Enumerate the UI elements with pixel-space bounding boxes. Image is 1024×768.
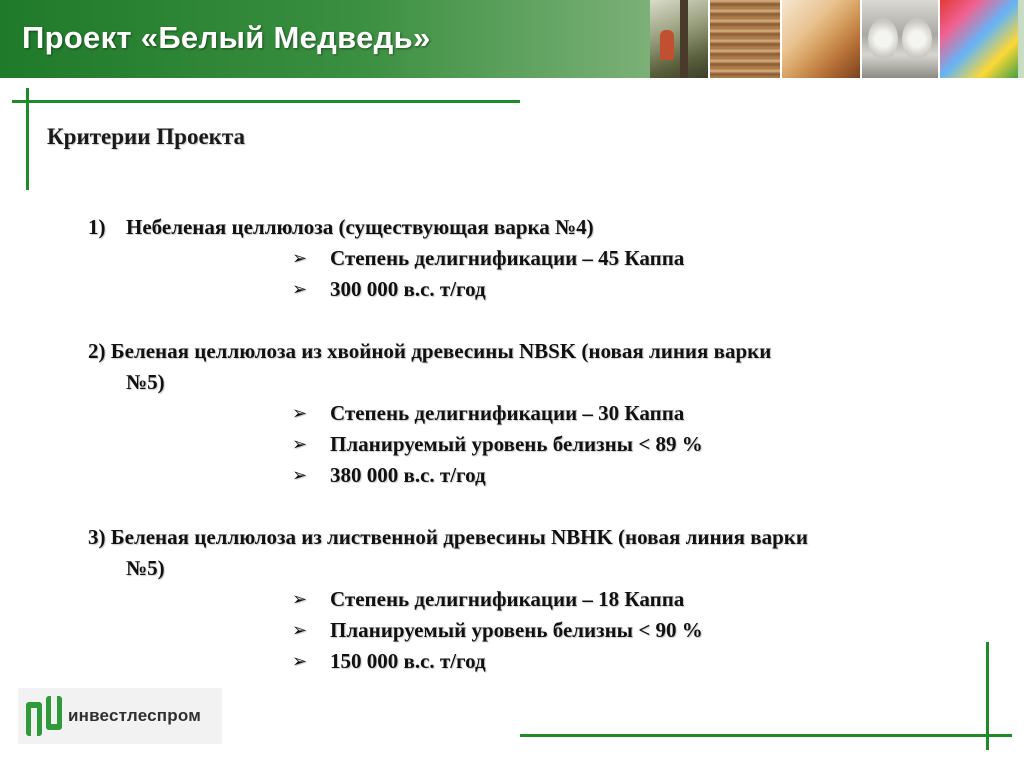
list-item: ➢ 300 000 в.с. т/год [0,274,1024,305]
decorative-line-bottom-horizontal [520,734,1012,737]
list-item: ➢ Планируемый уровень белизны < 89 % [0,429,1024,460]
section-subtitle: Критерии Проекта [47,124,245,149]
criteria-heading-continuation: №5) [126,370,165,394]
arrow-bullet-icon: ➢ [292,403,308,424]
arrow-bullet-icon: ➢ [292,279,308,300]
criteria-heading: 2) Беленая целлюлоза из хвойной древесины NBSK (новая линия варки [88,339,772,363]
criteria-heading-continuation: №5) [126,556,165,580]
company-logo-icon [24,694,66,738]
criteria-bullet-list [0,243,1024,305]
criteria-content [0,212,1024,677]
header-banner [0,0,1024,78]
wood-panels-photo [780,0,860,78]
criteria-section-2 [0,336,1024,491]
criteria-section-1 [0,212,1024,305]
forest-worker-photo [650,0,708,78]
criteria-heading-text: Небеленая целлюлоза (существующая варка №4) [126,215,594,239]
list-item: ➢ Планируемый уровень белизны < 90 % [0,615,1024,646]
list-item: ➢ Степень делигнификации – 30 Каппа [0,398,1024,429]
list-item: ➢ Степень делигнификации – 45 Каппа [0,243,1024,274]
criteria-bullet-list [0,584,1024,677]
company-logo-text: инвестлеспром [68,706,201,725]
header-photo-strip [650,0,1018,78]
decorative-line-top-vertical [26,88,29,190]
criteria-section-3 [0,522,1024,677]
arrow-bullet-icon: ➢ [292,589,308,610]
criteria-heading: 3) Беленая целлюлоза из лиственной древесины NBHK (новая линия варки [88,525,808,549]
criteria-number: 1) [88,215,106,239]
page-title: Проект «Белый Медведь» [22,20,431,55]
arrow-bullet-icon: ➢ [292,434,308,455]
decorative-line-top-horizontal [12,100,520,103]
arrow-bullet-icon: ➢ [292,248,308,269]
paper-rolls-photo [860,0,938,78]
arrow-bullet-icon: ➢ [292,651,308,672]
list-item: ➢ 380 000 в.с. т/год [0,460,1024,491]
criteria-bullet-list [0,398,1024,491]
arrow-bullet-icon: ➢ [292,620,308,641]
criteria-heading [0,212,1024,243]
list-item: ➢ Степень делигнификации – 18 Каппа [0,584,1024,615]
list-item: ➢ 150 000 в.с. т/год [0,646,1024,677]
packaging-photo [938,0,1018,78]
arrow-bullet-icon: ➢ [292,465,308,486]
logs-photo [708,0,780,78]
company-logo [18,688,222,744]
